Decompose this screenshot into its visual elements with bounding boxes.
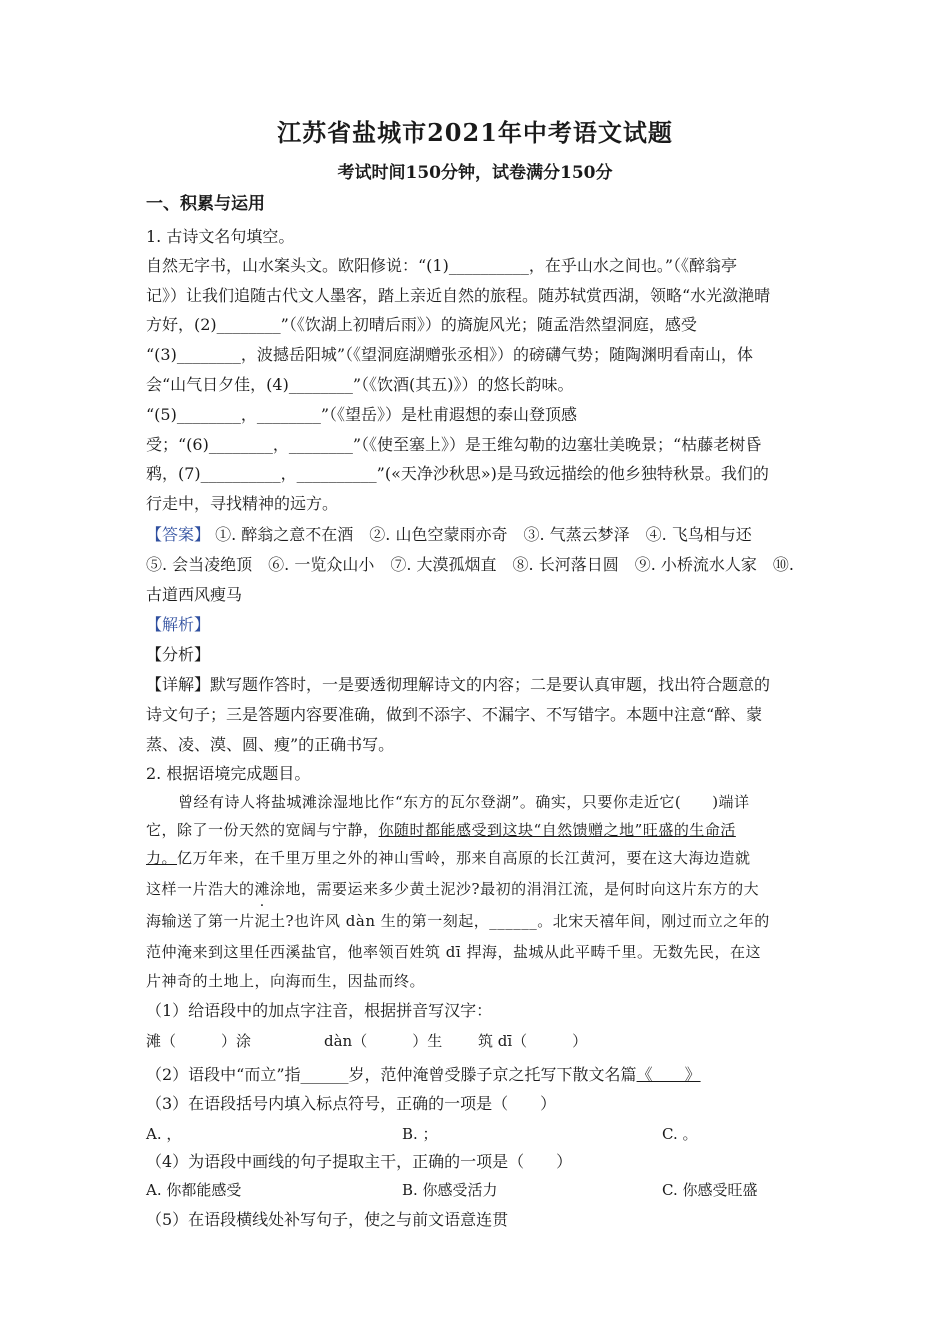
page-subtitle: 考试时间150分钟，试卷满分150分 — [337, 163, 613, 183]
option-b: B. 你感受活力 — [402, 1181, 498, 1199]
q1-line: 记》）让我们追随古代文人墨客，踏上亲近自然的旅程。随苏轼赏西湖，领略“水光潋滟晴 — [146, 286, 771, 305]
analysis-tag: 【解析】 — [146, 615, 211, 634]
sub-question-3: （3）在语段括号内填入标点符号，正确的一项是（ ） — [146, 1094, 557, 1113]
passage-text: 涂地，需要运来多少黄土泥沙?最初的涓涓江流，是何时向这片东方的大 — [270, 880, 760, 898]
answer-line: 古道西风瘦马 — [146, 585, 243, 604]
q2-stem: 2. 根据语境完成题目。 — [146, 764, 311, 783]
sub2-blank: ______ — [300, 1065, 349, 1084]
passage-line: 片神奇的土地上，向海而生，因盐而终。 — [146, 972, 426, 990]
answer-text: ①. 醉翁之意不在酒 ②. 山色空蒙雨亦奇 ③. 气蒸云梦泽 ④. 飞鸟相与还 — [215, 525, 752, 544]
passage-line: 曾经有诗人将盐城滩涂湿地比作“东方的瓦尔登湖”。确实，只要你走近它( )端详 — [178, 793, 750, 811]
sub1-item: 筑 dī（ ） — [478, 1032, 588, 1050]
underlined-sentence: 你随时都能感受到这块“自然馈赠之地”旺盛的生命活 — [378, 821, 736, 839]
passage-line — [146, 877, 759, 901]
sub-question-4: （4）为语段中画线的句子提取主干，正确的一项是（ ） — [146, 1152, 573, 1171]
passage-text: 它，除了一份天然的宽阔与宁静， — [146, 821, 379, 839]
q1-line: 自然无字书，山水案头文。欧阳修说：“(1)__________，在乎山水之间也。”（《醉翁亭 — [146, 256, 738, 275]
sub-question-2 — [146, 1063, 701, 1087]
passage-line: 范仲淹来到这里任西溪盐官，他率领百姓筑 dī 捍海，盐城从此平畴千里。无数先民，在这 — [146, 943, 761, 961]
q1-line: 受；“(6)________，________”（《使至塞上》）是王维勾勒的边塞壮美晚景；“枯藤老树昏 — [146, 435, 762, 454]
answer-line: ⑤. 会当凌绝顶 ⑥. 一览众山小 ⑦. 大漠孤烟直 ⑧. 长河落日圆 ⑨. 小桥流水人家 ⑩. — [146, 555, 794, 574]
underlined-sentence: 力。 — [146, 849, 178, 867]
q1-line: 鸦，(7)__________，__________”(«天净沙秋思»)是马致远描绘的他乡独特秋景。我们的 — [146, 464, 769, 483]
sub2-text: 岁，范仲淹曾受滕子京之托写下散文名篇 — [348, 1065, 637, 1084]
answer-tag: 【答案】 — [146, 525, 211, 544]
sub1-item: 滩（ ）涂 — [146, 1032, 252, 1050]
detail-line: 蒸、凌、漠、圆、瘦”的正确书写。 — [146, 735, 395, 754]
option-c: C. 你感受旺盛 — [662, 1181, 758, 1199]
passage-line — [146, 846, 751, 870]
sub2-blank-title: 《 》 — [636, 1065, 701, 1084]
fenxi-tag: 【分析】 — [146, 645, 211, 664]
q1-line: 方好，(2)________”（《饮湖上初晴后雨》）的旖旎风光；随孟浩然望洞庭，感受 — [146, 315, 697, 334]
dotted-char: 滩 — [254, 880, 271, 898]
answer-line — [146, 523, 752, 547]
q1-line: 行走中，寻找精神的远方。 — [146, 494, 339, 513]
passage-text: 亿万年来，在千里万里之外的神山雪岭，那来自高原的长江黄河，要在这大海边造就 — [177, 849, 751, 867]
option-c: C. 。 — [662, 1125, 698, 1143]
sub2-text: （2）语段中“而立”指 — [146, 1065, 301, 1084]
sub1-item: dàn（ ）生 — [324, 1032, 443, 1050]
passage-text: 这样一片浩大的 — [146, 880, 255, 898]
passage-line — [146, 818, 736, 842]
q1-stem: 1. 古诗文名句填空。 — [146, 227, 295, 246]
page-title: 江苏省盐城市2021年中考语文试题 — [277, 118, 673, 147]
q1-line: 会“山气日夕佳，(4)________”（《饮酒(其五)》）的悠长韵味。 — [146, 375, 574, 394]
option-a: A. ， — [146, 1125, 182, 1143]
detail-line: 【详解】默写题作答时，一是要透彻理解诗文的内容；二是要认真审题，找出符合题意的 — [146, 675, 771, 694]
option-a: A. 你都能感受 — [146, 1181, 242, 1199]
q1-line: “(5)________，________”（《望岳》）是杜甫遐想的泰山登顶感 — [146, 405, 578, 424]
q1-line: “(3)________，波撼岳阳城”（《望洞庭湖赠张丞相》）的磅礴气势；随陶渊明看南山，体 — [146, 345, 754, 364]
sub-question-1: （1）给语段中的加点字注音，根据拼音写汉字： — [146, 1001, 493, 1020]
detail-line: 诗文句子；三是答题内容要准确，做到不添字、不漏字、不写错字。本题中注意“醉、蒙 — [146, 705, 763, 724]
sub-question-5: （5）在语段横线处补写句子，使之与前文语意连贯 — [146, 1210, 509, 1229]
passage-line: 海输送了第一片泥土?也许风 dàn 生的第一刻起，______。北宋天禧年间，刚过而立之年的 — [146, 912, 770, 930]
section-heading: 一、积累与运用 — [146, 194, 265, 214]
option-b: B. ； — [402, 1125, 438, 1143]
